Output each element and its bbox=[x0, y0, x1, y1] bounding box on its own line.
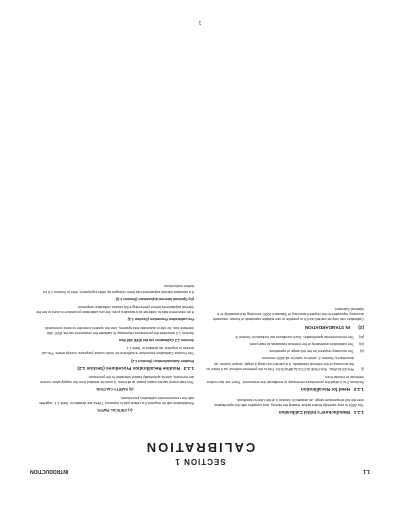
paragraph: The 4000 is very carefully tested before leaving the factory, and complies with the specification over the full temperature range, as detailed in Section 5 of the User's Handbook. bbox=[213, 397, 364, 407]
heading-1-1-1: 1.1.1 Manufacturer's Initial Calibration bbox=[278, 410, 364, 415]
safety-caution-heading: (3) SAFETY CAUTION bbox=[96, 387, 134, 392]
paragraph: Section 1.3 describes the procedures necessary to calibrate the instrument via the IEEE 488 interface bus, for use in automatic test systems. Use the system controller to send commands. bbox=[44, 325, 194, 335]
heading-1-1-2: 1.1.2 Need for Recalibration bbox=[300, 387, 364, 393]
paragraph: Calibration can only be carried out if it is possible to use suitable standards of known, traceable accuracy, equivalent to the required accuracy of Standard 4000, including its traceability to a National Standard. bbox=[212, 306, 364, 322]
heading-standardation: (2) IN STANDARDATION bbox=[304, 324, 364, 330]
page-number: 1 bbox=[198, 19, 202, 25]
page-title: CALIBRATION bbox=[144, 440, 256, 455]
critical-parts-heading: (c) CRITICAL PARTS bbox=[97, 408, 133, 412]
section-label: SECTION 1 bbox=[174, 457, 226, 466]
list-item: (i) PROCEDURAL, ROUTINE AUTOCALIBRATION: This is the preferred method, as it relies on the accuracy of the external standards. It is carried out using a single, simple routine, as described in Section 2, which is valid for all 4000 versions. bbox=[206, 356, 364, 371]
paragraph: Sections 2 to 4 detail the procedures necessary to recalibrate the instrument. There are two routine methods to choose from: bbox=[206, 374, 364, 385]
intro-heading: INTRODUCTION bbox=[30, 468, 69, 474]
left-column bbox=[206, 302, 364, 415]
list-item: (ii) The accuracy required for the full range of operations. bbox=[268, 349, 364, 354]
subheading: Routine Autocalibration (Section 1.2) bbox=[131, 358, 194, 363]
paragraph: The Routine Calibration procedure is sufficient for most routine purposes, except where 'Pre-cal' access is required, as detailed in Table 1.1. bbox=[41, 346, 194, 356]
intro-number: 1.1 bbox=[363, 468, 370, 474]
subheading: Pre-calibration Procedure (Section 1.4) bbox=[127, 317, 194, 322]
paragraph: Recalibration will be required if a critical part is replaced. These are detailed in Table 1.1, together with the recommended calibration procedures. bbox=[39, 395, 194, 405]
list-item: (iv) The environmental specification. Such conditions are included in Section 5. bbox=[234, 334, 364, 339]
paragraph: This instrument carries mains power at all times. It must be isolated from the supply when covers are removed, unless specifically stated otherwise in the procedure. bbox=[40, 374, 194, 385]
subheading: (iv) Optional Internal Adjustment (Section 1.5) bbox=[116, 296, 194, 301]
section-rule-labels bbox=[30, 468, 370, 474]
right-column bbox=[36, 280, 194, 415]
list-item: (iii) The calibration uncertainty of the external standards at each point. bbox=[248, 341, 364, 346]
heading-1-1-3: 1.1.3 Routine Recalibration Procedures (Section 1.2) bbox=[77, 365, 194, 371]
paragraph: If an instrument fails to calibrate at a standard point, the pre-calibration procedure is used to set the internal adjustments before performing a full routine calibration sequence. bbox=[36, 304, 194, 315]
paragraph: If a standard internal adjustment has been changed by other equipment, refer to Section 1.5 for further instructions. bbox=[42, 284, 194, 294]
subheading: Section 1.3 Calibration via the IEEE 488 Bus bbox=[118, 337, 194, 342]
